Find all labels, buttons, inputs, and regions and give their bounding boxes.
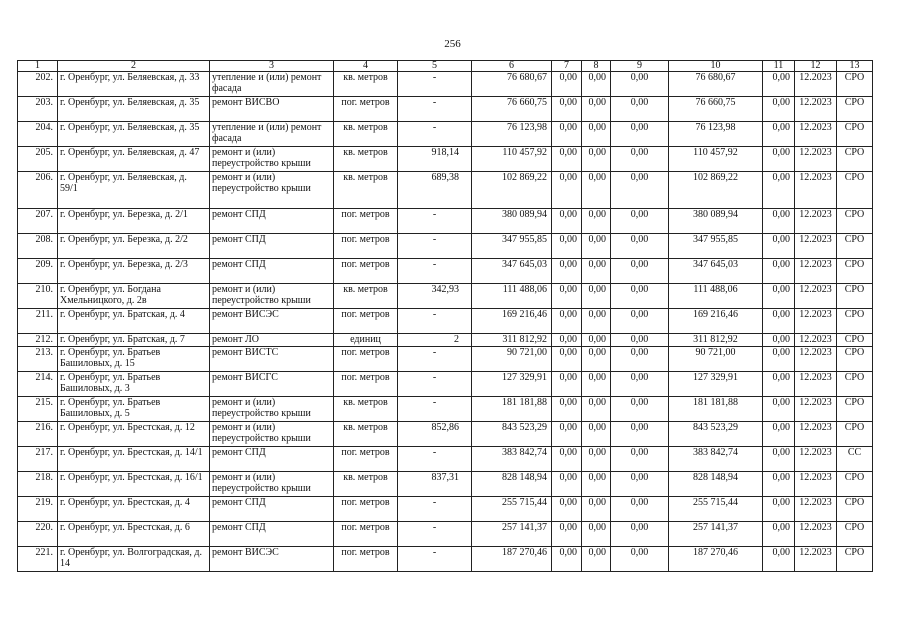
col8-cell: 0,00 [582,72,611,97]
col11-cell: 0,00 [763,172,795,209]
col7-cell: 0,00 [552,447,582,472]
total-cost-cell: 110 457,92 [472,147,552,172]
col11-cell: 0,00 [763,497,795,522]
work-type-cell: ремонт ВИСГС [210,372,334,397]
row-number: 209. [18,259,58,284]
col9-cell: 0,00 [611,284,669,309]
funding-source-cell: СРО [837,497,873,522]
col7-cell: 0,00 [552,234,582,259]
table-row [18,234,873,259]
unit-cell: единиц [334,334,398,347]
funding-source-cell: СРО [837,334,873,347]
col11-cell: 0,00 [763,234,795,259]
col7-cell: 0,00 [552,309,582,334]
column-header-4: 4 [334,61,398,72]
unit-cell: кв. метров [334,422,398,447]
funding-source-cell: СРО [837,172,873,209]
column-header-9: 9 [611,61,669,72]
completion-date-cell: 12.2023 [795,397,837,422]
funding-source-cell: СС [837,447,873,472]
col8-cell: 0,00 [582,472,611,497]
volume-cell: - [398,497,472,522]
col8-cell: 0,00 [582,309,611,334]
row-number: 214. [18,372,58,397]
total-cost-cell: 102 869,22 [472,172,552,209]
column-header-11: 11 [763,61,795,72]
total-cost-cell: 76 680,67 [472,72,552,97]
col9-cell: 0,00 [611,497,669,522]
col10-cell: 181 181,88 [669,397,763,422]
completion-date-cell: 12.2023 [795,209,837,234]
total-cost-cell: 347 955,85 [472,234,552,259]
row-number: 205. [18,147,58,172]
completion-date-cell: 12.2023 [795,372,837,397]
col8-cell: 0,00 [582,497,611,522]
address-cell: г. Оренбург, ул. Беляевская, д. 33 [58,72,210,97]
col9-cell: 0,00 [611,472,669,497]
table-row [18,422,873,447]
funding-source-cell: СРО [837,122,873,147]
address-cell: г. Оренбург, ул. Беляевская, д. 35 [58,97,210,122]
completion-date-cell: 12.2023 [795,547,837,572]
address-cell: г. Оренбург, ул. Братьев Башиловых, д. 15 [58,347,210,372]
unit-cell: пог. метров [334,372,398,397]
unit-cell: кв. метров [334,72,398,97]
col7-cell: 0,00 [552,547,582,572]
volume-cell: - [398,397,472,422]
total-cost-cell: 111 488,06 [472,284,552,309]
table-row [18,522,873,547]
work-type-cell: ремонт и (или) переустройство крыши [210,422,334,447]
address-cell: г. Оренбург, ул. Братьев Башиловых, д. 5 [58,397,210,422]
volume-cell: - [398,234,472,259]
col8-cell: 0,00 [582,97,611,122]
funding-source-cell: СРО [837,147,873,172]
column-header-6: 6 [472,61,552,72]
funding-source-cell: СРО [837,397,873,422]
work-type-cell: ремонт ВИСЭС [210,547,334,572]
col11-cell: 0,00 [763,447,795,472]
completion-date-cell: 12.2023 [795,147,837,172]
col9-cell: 0,00 [611,209,669,234]
col9-cell: 0,00 [611,447,669,472]
table-row [18,172,873,209]
address-cell: г. Оренбург, ул. Брестская, д. 12 [58,422,210,447]
completion-date-cell: 12.2023 [795,334,837,347]
column-header-13: 13 [837,61,873,72]
completion-date-cell: 12.2023 [795,234,837,259]
col11-cell: 0,00 [763,72,795,97]
volume-cell: - [398,347,472,372]
col8-cell: 0,00 [582,372,611,397]
funding-source-cell: СРО [837,309,873,334]
total-cost-cell: 255 715,44 [472,497,552,522]
table-row [18,334,873,347]
address-cell: г. Оренбург, ул. Братьев Башиловых, д. 3 [58,372,210,397]
volume-cell: - [398,259,472,284]
unit-cell: кв. метров [334,397,398,422]
col11-cell: 0,00 [763,284,795,309]
table-row [18,547,873,572]
row-number: 212. [18,334,58,347]
address-cell: г. Оренбург, ул. Березка, д. 2/2 [58,234,210,259]
total-cost-cell: 828 148,94 [472,472,552,497]
col7-cell: 0,00 [552,472,582,497]
col8-cell: 0,00 [582,522,611,547]
volume-cell: 689,38 [398,172,472,209]
col7-cell: 0,00 [552,497,582,522]
column-header-7: 7 [552,61,582,72]
work-type-cell: ремонт СПД [210,522,334,547]
row-number: 218. [18,472,58,497]
unit-cell: кв. метров [334,147,398,172]
table-row [18,472,873,497]
column-header-10: 10 [669,61,763,72]
unit-cell: пог. метров [334,547,398,572]
work-type-cell: ремонт СПД [210,259,334,284]
table-row [18,147,873,172]
column-header-1: 1 [18,61,58,72]
table-row [18,309,873,334]
completion-date-cell: 12.2023 [795,259,837,284]
col9-cell: 0,00 [611,422,669,447]
col9-cell: 0,00 [611,309,669,334]
unit-cell: пог. метров [334,209,398,234]
work-type-cell: утепление и (или) ремонт фасада [210,122,334,147]
col10-cell: 255 715,44 [669,497,763,522]
table-row [18,347,873,372]
col8-cell: 0,00 [582,347,611,372]
work-type-cell: ремонт СПД [210,209,334,234]
completion-date-cell: 12.2023 [795,422,837,447]
address-cell: г. Оренбург, ул. Беляевская, д. 35 [58,122,210,147]
unit-cell: пог. метров [334,234,398,259]
total-cost-cell: 380 089,94 [472,209,552,234]
col10-cell: 311 812,92 [669,334,763,347]
col9-cell: 0,00 [611,547,669,572]
volume-cell: 837,31 [398,472,472,497]
address-cell: г. Оренбург, ул. Брестская, д. 14/1 [58,447,210,472]
col7-cell: 0,00 [552,522,582,547]
col8-cell: 0,00 [582,547,611,572]
repair-schedule-table [17,60,873,572]
address-cell: г. Оренбург, ул. Брестская, д. 4 [58,497,210,522]
row-number: 221. [18,547,58,572]
header-row [18,61,873,72]
col10-cell: 76 680,67 [669,72,763,97]
col10-cell: 347 645,03 [669,259,763,284]
completion-date-cell: 12.2023 [795,284,837,309]
volume-cell: - [398,97,472,122]
col7-cell: 0,00 [552,397,582,422]
row-number: 220. [18,522,58,547]
row-number: 215. [18,397,58,422]
col10-cell: 828 148,94 [669,472,763,497]
funding-source-cell: СРО [837,97,873,122]
work-type-cell: ремонт ВИСВО [210,97,334,122]
work-type-cell: ремонт и (или) переустройство крыши [210,472,334,497]
unit-cell: кв. метров [334,284,398,309]
work-type-cell: ремонт и (или) переустройство крыши [210,147,334,172]
completion-date-cell: 12.2023 [795,72,837,97]
work-type-cell: утепление и (или) ремонт фасада [210,72,334,97]
col9-cell: 0,00 [611,347,669,372]
col7-cell: 0,00 [552,72,582,97]
total-cost-cell: 187 270,46 [472,547,552,572]
unit-cell: пог. метров [334,497,398,522]
col9-cell: 0,00 [611,97,669,122]
completion-date-cell: 12.2023 [795,472,837,497]
row-number: 203. [18,97,58,122]
col7-cell: 0,00 [552,209,582,234]
unit-cell: пог. метров [334,347,398,372]
address-cell: г. Оренбург, ул. Березка, д. 2/3 [58,259,210,284]
col7-cell: 0,00 [552,372,582,397]
col11-cell: 0,00 [763,334,795,347]
work-type-cell: ремонт СПД [210,447,334,472]
col9-cell: 0,00 [611,334,669,347]
funding-source-cell: СРО [837,347,873,372]
row-number: 208. [18,234,58,259]
col7-cell: 0,00 [552,334,582,347]
funding-source-cell: СРО [837,547,873,572]
col11-cell: 0,00 [763,259,795,284]
address-cell: г. Оренбург, ул. Братская, д. 4 [58,309,210,334]
table-row [18,372,873,397]
col10-cell: 169 216,46 [669,309,763,334]
table-row [18,284,873,309]
col7-cell: 0,00 [552,347,582,372]
col7-cell: 0,00 [552,122,582,147]
col10-cell: 110 457,92 [669,147,763,172]
completion-date-cell: 12.2023 [795,447,837,472]
col10-cell: 257 141,37 [669,522,763,547]
address-cell: г. Оренбург, ул. Богдана Хмельницкого, д. 2в [58,284,210,309]
unit-cell: пог. метров [334,522,398,547]
col10-cell: 76 660,75 [669,97,763,122]
col8-cell: 0,00 [582,234,611,259]
col7-cell: 0,00 [552,284,582,309]
work-type-cell: ремонт СПД [210,234,334,259]
completion-date-cell: 12.2023 [795,172,837,209]
row-number: 216. [18,422,58,447]
col8-cell: 0,00 [582,147,611,172]
col11-cell: 0,00 [763,122,795,147]
col9-cell: 0,00 [611,397,669,422]
completion-date-cell: 12.2023 [795,122,837,147]
unit-cell: пог. метров [334,97,398,122]
completion-date-cell: 12.2023 [795,309,837,334]
col7-cell: 0,00 [552,422,582,447]
col8-cell: 0,00 [582,259,611,284]
col8-cell: 0,00 [582,209,611,234]
total-cost-cell: 311 812,92 [472,334,552,347]
col11-cell: 0,00 [763,397,795,422]
row-number: 204. [18,122,58,147]
table-row [18,259,873,284]
row-number: 206. [18,172,58,209]
work-type-cell: ремонт ВИСТС [210,347,334,372]
total-cost-cell: 383 842,74 [472,447,552,472]
col10-cell: 102 869,22 [669,172,763,209]
unit-cell: пог. метров [334,259,398,284]
unit-cell: кв. метров [334,122,398,147]
col11-cell: 0,00 [763,472,795,497]
address-cell: г. Оренбург, ул. Брестская, д. 6 [58,522,210,547]
col10-cell: 347 955,85 [669,234,763,259]
address-cell: г. Оренбург, ул. Беляевская, д. 47 [58,147,210,172]
col8-cell: 0,00 [582,422,611,447]
address-cell: г. Оренбург, ул. Братская, д. 7 [58,334,210,347]
col11-cell: 0,00 [763,97,795,122]
total-cost-cell: 347 645,03 [472,259,552,284]
unit-cell: пог. метров [334,447,398,472]
col9-cell: 0,00 [611,147,669,172]
col8-cell: 0,00 [582,447,611,472]
col9-cell: 0,00 [611,122,669,147]
volume-cell: 852,86 [398,422,472,447]
work-type-cell: ремонт СПД [210,497,334,522]
volume-cell: - [398,309,472,334]
col10-cell: 111 488,06 [669,284,763,309]
column-header-2: 2 [58,61,210,72]
table-row [18,122,873,147]
volume-cell: 342,93 [398,284,472,309]
volume-cell: - [398,372,472,397]
funding-source-cell: СРО [837,522,873,547]
volume-cell: - [398,122,472,147]
table-row [18,497,873,522]
volume-cell: 2 [398,334,472,347]
total-cost-cell: 76 660,75 [472,97,552,122]
funding-source-cell: СРО [837,422,873,447]
col8-cell: 0,00 [582,397,611,422]
col9-cell: 0,00 [611,172,669,209]
col8-cell: 0,00 [582,172,611,209]
table-row [18,97,873,122]
row-number: 217. [18,447,58,472]
work-type-cell: ремонт ЛО [210,334,334,347]
col11-cell: 0,00 [763,147,795,172]
col10-cell: 380 089,94 [669,209,763,234]
col9-cell: 0,00 [611,234,669,259]
completion-date-cell: 12.2023 [795,497,837,522]
col10-cell: 90 721,00 [669,347,763,372]
total-cost-cell: 257 141,37 [472,522,552,547]
unit-cell: пог. метров [334,309,398,334]
volume-cell: - [398,522,472,547]
address-cell: г. Оренбург, ул. Березка, д. 2/1 [58,209,210,234]
total-cost-cell: 169 216,46 [472,309,552,334]
address-cell: г. Оренбург, ул. Беляевская, д. 59/1 [58,172,210,209]
row-number: 219. [18,497,58,522]
col8-cell: 0,00 [582,284,611,309]
completion-date-cell: 12.2023 [795,97,837,122]
col9-cell: 0,00 [611,372,669,397]
col7-cell: 0,00 [552,97,582,122]
row-number: 210. [18,284,58,309]
col11-cell: 0,00 [763,547,795,572]
work-type-cell: ремонт ВИСЭС [210,309,334,334]
funding-source-cell: СРО [837,234,873,259]
funding-source-cell: СРО [837,472,873,497]
total-cost-cell: 843 523,29 [472,422,552,447]
col11-cell: 0,00 [763,422,795,447]
unit-cell: кв. метров [334,472,398,497]
col11-cell: 0,00 [763,309,795,334]
row-number: 213. [18,347,58,372]
total-cost-cell: 90 721,00 [472,347,552,372]
row-number: 207. [18,209,58,234]
volume-cell: 918,14 [398,147,472,172]
volume-cell: - [398,72,472,97]
total-cost-cell: 181 181,88 [472,397,552,422]
volume-cell: - [398,447,472,472]
address-cell: г. Оренбург, ул. Брестская, д. 16/1 [58,472,210,497]
completion-date-cell: 12.2023 [795,347,837,372]
col7-cell: 0,00 [552,172,582,209]
col10-cell: 76 123,98 [669,122,763,147]
volume-cell: - [398,547,472,572]
col8-cell: 0,00 [582,334,611,347]
col10-cell: 843 523,29 [669,422,763,447]
col11-cell: 0,00 [763,347,795,372]
col11-cell: 0,00 [763,372,795,397]
funding-source-cell: СРО [837,259,873,284]
completion-date-cell: 12.2023 [795,522,837,547]
col10-cell: 187 270,46 [669,547,763,572]
col11-cell: 0,00 [763,209,795,234]
table-row [18,209,873,234]
funding-source-cell: СРО [837,372,873,397]
column-header-8: 8 [582,61,611,72]
row-number: 202. [18,72,58,97]
col10-cell: 383 842,74 [669,447,763,472]
col9-cell: 0,00 [611,522,669,547]
work-type-cell: ремонт и (или) переустройство крыши [210,284,334,309]
col8-cell: 0,00 [582,122,611,147]
unit-cell: кв. метров [334,172,398,209]
col9-cell: 0,00 [611,72,669,97]
col7-cell: 0,00 [552,259,582,284]
funding-source-cell: СРО [837,284,873,309]
total-cost-cell: 127 329,91 [472,372,552,397]
funding-source-cell: СРО [837,209,873,234]
table-row [18,397,873,422]
col10-cell: 127 329,91 [669,372,763,397]
work-type-cell: ремонт и (или) переустройство крыши [210,397,334,422]
col7-cell: 0,00 [552,147,582,172]
table-row [18,72,873,97]
table-row [18,447,873,472]
funding-source-cell: СРО [837,72,873,97]
column-header-5: 5 [398,61,472,72]
work-type-cell: ремонт и (или) переустройство крыши [210,172,334,209]
volume-cell: - [398,209,472,234]
address-cell: г. Оренбург, ул. Волгоградская, д. 14 [58,547,210,572]
column-header-12: 12 [795,61,837,72]
column-header-3: 3 [210,61,334,72]
col9-cell: 0,00 [611,259,669,284]
col11-cell: 0,00 [763,522,795,547]
row-number: 211. [18,309,58,334]
total-cost-cell: 76 123,98 [472,122,552,147]
page-number: 256 [444,38,461,50]
